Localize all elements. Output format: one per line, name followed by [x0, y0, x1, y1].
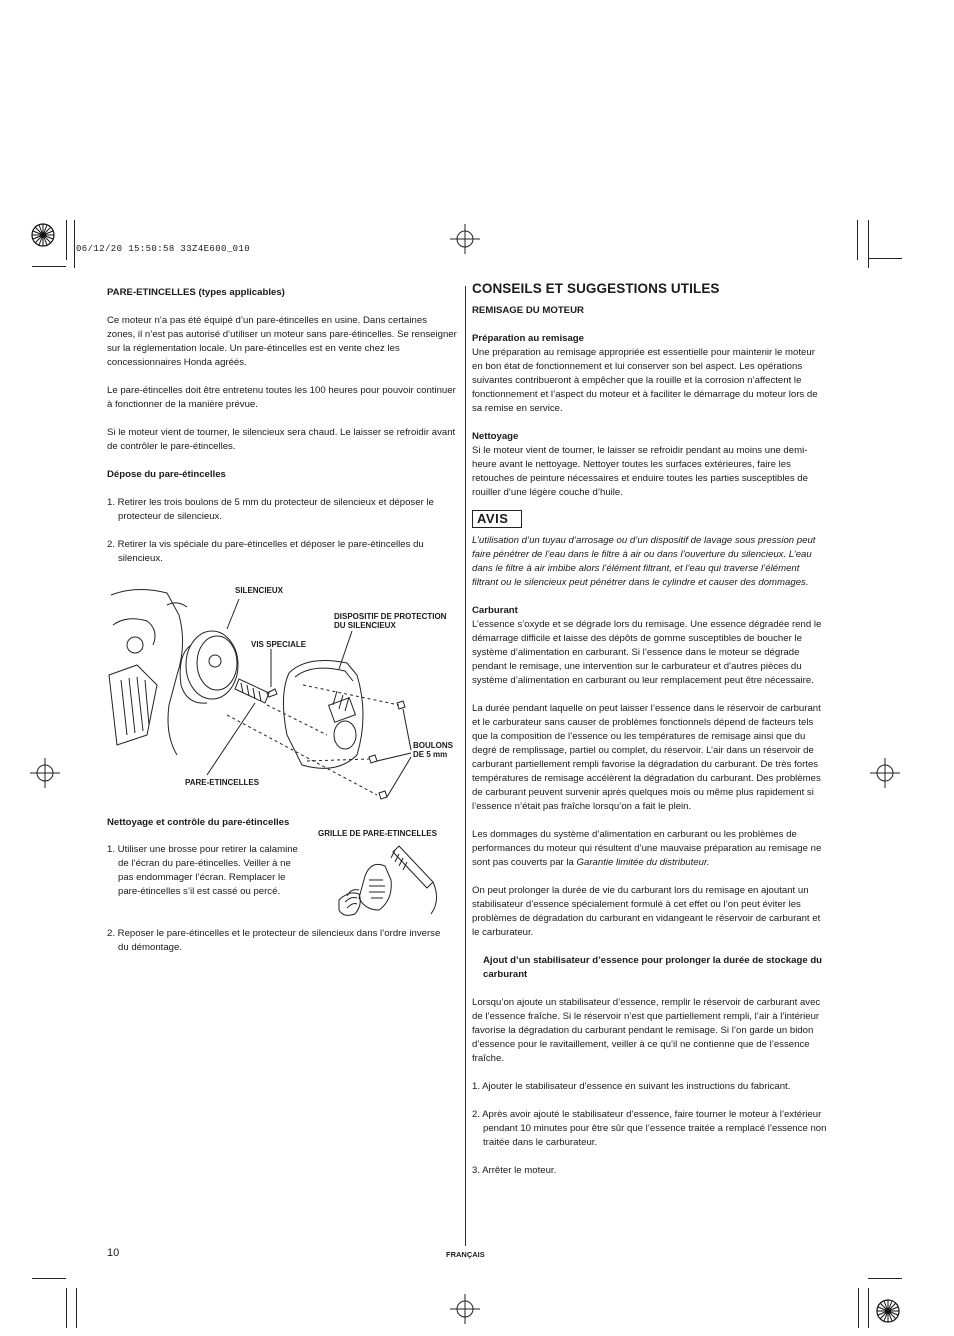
- page-number: 10: [107, 1247, 120, 1259]
- label-protector-line2: DU SILENCIEUX: [334, 621, 396, 630]
- notice-text: L’utilisation d’un tuyau d’arrosage ou d’un dispositif de lavage sous pression peut faire pénétrer de l’eau dans le filtre à air ou dans l’ouverture du silencieux. L’eau dans le filtre à air imbibe alors l’élément filtrant, et l’eau qui traverse l’élément filtrant ou le silencieux peut pénétrer dans le cylindre et causer des dommages.: [472, 535, 816, 588]
- label-protector-line1: DISPOSITIF DE PROTECTION: [334, 612, 447, 621]
- label-bolts-line2: DE 5 mm: [413, 750, 448, 759]
- cleaning-step: 2. Reposer le pare-étincelles et le protecteur de silencieux dans l’ordre inverse du démontage.: [107, 928, 441, 953]
- brush-cleaning-diagram: [335, 840, 445, 920]
- stabilizer-step: 1. Ajouter le stabilisateur d’essence en suivant les instructions du fabricant.: [472, 1081, 791, 1092]
- stabilizer-step: 2. Après avoir ajouté le stabilisateur d’essence, faire tourner le moteur à l’extérieur pendant 10 minutes pour être sûr que l’essence traitée a remplacé l’essence non traitée dans le carburateur.: [472, 1109, 827, 1148]
- crosshair-icon: [870, 758, 900, 788]
- cleaning-title: Nettoyage et contrôle du pare-étincelles: [107, 817, 290, 828]
- label-special-screw: VIS SPECIALE: [251, 640, 307, 649]
- spark-arrester-title: PARE-ETINCELLES (types applicables): [107, 287, 285, 298]
- fuel-title: Carburant: [472, 605, 518, 616]
- crosshair-icon: [450, 224, 480, 254]
- stabilizer-text: Lorsqu’on ajoute un stabilisateur d’essence, remplir le réservoir de carburant avec de l’essence fraîche. Si le réservoir n’est que partiellement rempli, l’air à l’intérieur favorise la dégradation du carburant pendant le remisage. Si l’on garde un bidon d’essence pour le ravitaillement, veiller à ce qu’il ne contienne que de l’essence fraîche.: [472, 997, 821, 1064]
- left-column: [107, 286, 457, 566]
- removal-title: Dépose du pare-étincelles: [107, 469, 226, 480]
- fuel-warranty-text: Les dommages du système d’alimentation en carburant ou les problèmes de performances du moteur qui résultent d’une mauvaise préparation au remisage ne sont pas couverts par la: [472, 829, 822, 868]
- storage-title: REMISAGE DU MOTEUR: [472, 305, 584, 316]
- label-muffler: SILENCIEUX: [235, 586, 284, 595]
- label-spark-arrester: PARE-ETINCELLES: [185, 778, 260, 787]
- cleaning-steps: [107, 843, 307, 899]
- crosshair-icon: [30, 758, 60, 788]
- label-bolts-line1: BOULONS: [413, 741, 453, 750]
- column-divider: [465, 286, 466, 1246]
- cleaning-steps-2: [107, 927, 452, 955]
- label-arrester-screen: GRILLE DE PARE-ETINCELLES: [318, 829, 437, 838]
- spark-arrester-intro: Ce moteur n’a pas été équipé d’un pare-étincelles en usine. Dans certaines zones, il n’est pas autorisé d’utiliser un moteur sans pare-étincelles. Se renseigner sur la réglementation locale. Un pare-étincelles est en vente chez les concessionnaires Honda agréés.: [107, 315, 457, 368]
- crosshair-icon: [450, 1294, 480, 1324]
- spark-arrester-hot-warning: Si le moteur vient de tourner, le silencieux sera chaud. Le laisser se refroidir avant de contrôler le pare-étincelles.: [107, 427, 456, 452]
- right-column: [472, 282, 828, 1178]
- spark-arrester-maintenance: Le pare-étincelles doit être entretenu toutes les 100 heures pour pouvoir continuer à fonctionner de la manière prévue.: [107, 385, 456, 410]
- removal-step: 1. Retirer les trois boulons de 5 mm du protecteur de silencieux et déposer le protecteur de silencieux.: [107, 497, 434, 522]
- removal-step: 2. Retirer la vis spéciale du pare-étincelles et déposer le pare-étincelles du silencieux.: [107, 539, 424, 564]
- fuel-paragraph: On peut prolonger la durée de vie du carburant lors du remisage en ajoutant un stabilisateur d’essence spécialement formulé à cet effet ou l’on peut éviter les problèmes de dégradation du carburant en vidangeant le réservoir de carburant et le carburateur.: [472, 885, 821, 938]
- print-timestamp: 06/12/20 15:50:58 33Z4E600_010: [76, 244, 251, 254]
- warranty-name: Garantie limitée du distributeur.: [576, 857, 710, 868]
- fuel-paragraph: L’essence s’oxyde et se dégrade lors du remisage. Une essence dégradée rend le démarrage difficile et laisse des dépôts de gomme susceptibles de boucher le système d’alimentation en carburant. Si l’essence dans le moteur se dégrade pendant le remisage, une intervention sur le carburateur et d’autres pièces du système d’alimentation en carburant ou leur remplacement peut être nécessaire.: [472, 619, 822, 686]
- prep-title: Préparation au remisage: [472, 333, 584, 344]
- registration-target-icon: [28, 220, 58, 250]
- notice-badge: AVIS: [472, 510, 522, 528]
- cleaning-heading: Nettoyage: [472, 431, 519, 442]
- fuel-paragraph: [472, 828, 828, 870]
- prep-text: Une préparation au remisage appropriée est essentielle pour maintenir le moteur en bon état de fonctionnement et lui conserver son bel aspect. Les opérations suivantes contribueront à empêcher que la rouille et la corrosion n’affectent le fonctionnement et l’aspect du moteur et à faciliter le démarrage du moteur lors de sa remise en service.: [472, 347, 818, 414]
- stabilizer-step: 3. Arrêter le moteur.: [472, 1165, 557, 1176]
- cleaning-step: 1. Utiliser une brosse pour retirer la calamine de l’écran du pare-étincelles. Veiller à ne pas endommager l’écran. Remplacer le pare-étincelles s’il est cassé ou percé.: [107, 844, 298, 897]
- registration-target-icon: [873, 1296, 903, 1326]
- tips-title: CONSEILS ET SUGGESTIONS UTILES: [472, 281, 720, 296]
- stabilizer-title: Ajout d’un stabilisateur d’essence pour prolonger la durée de stockage du carburant: [483, 955, 823, 980]
- language-label: FRANÇAIS: [446, 1250, 485, 1259]
- cleaning-text: Si le moteur vient de tourner, le laisser se refroidir pendant au moins une demi-heure avant le nettoyage. Nettoyer toutes les surfaces extérieures, faire les retouches de peinture nécessaires et enduire toutes les parties susceptibles de rouiller d’une légère couche d’huile.: [472, 445, 808, 498]
- fuel-paragraph: La durée pendant laquelle on peut laisser l’essence dans le réservoir de carburant et le carburateur sans causer de problèmes fonctionnels dépend de facteurs tels que la composition de l’essence ou les températures de remisage ainsi que du degré de remplissage, partiel ou complet, du réservoir. L’air dans un réservoir de carburant partiellement rempli favorise la dégradation du carburant. De très fortes températures de remisage accélèrent la dégradation du carburant. Des problèmes de carburant peuvent survenir après quelques mois ou même plus rapidement si l’essence n’était pas fraîche lorsqu’on a fait le plein.: [472, 703, 821, 812]
